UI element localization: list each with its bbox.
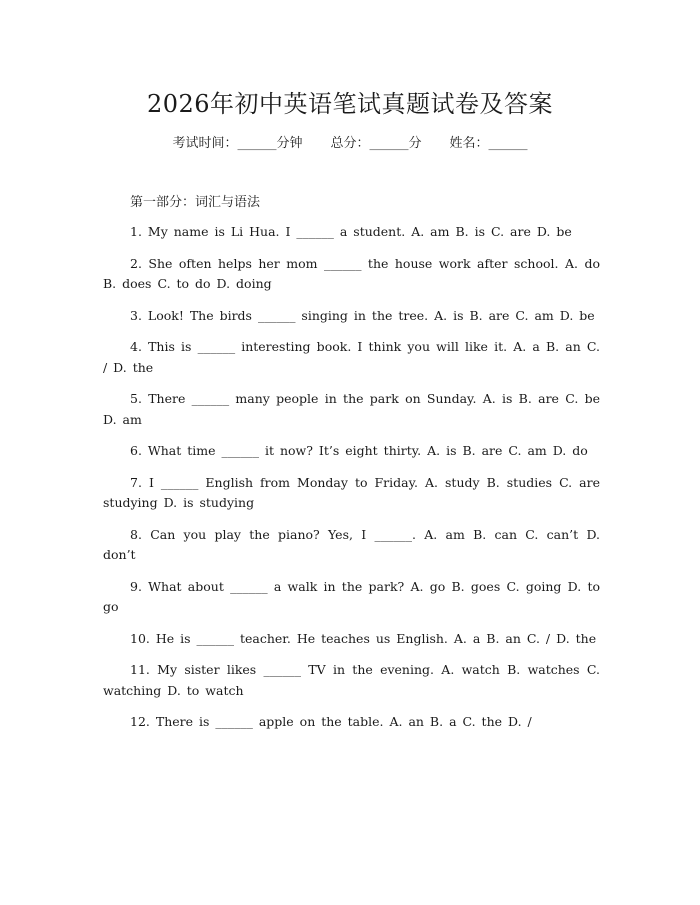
student-name-field: 姓名：______ xyxy=(449,136,528,151)
question-item: 6. What time ______ it now? It’s eight thirty. A. is B. are C. am D. do xyxy=(130,443,588,458)
question-item: 8. Can you play the piano? Yes, I ______. A. am B. can C. can’t D. don’t xyxy=(103,526,600,562)
question-item: 11. My sister likes ______ TV in the evening. A. watch B. watches C. watching D. to watch xyxy=(103,662,600,698)
question-item: 3. Look! The birds ______ singing in the tree. A. is B. are C. am D. be xyxy=(130,307,595,323)
question-item: 7. I ______ English from Monday to Friday. A. study B. studies C. are studying D. is studying xyxy=(103,474,600,510)
question-item: 1. My name is Li Hua. I ______ a student. A. am B. is C. are D. be xyxy=(130,224,572,239)
total-score-field: 总分：______分 xyxy=(330,136,422,151)
section-title: 第一部分：词汇与语法 xyxy=(130,195,261,210)
question-item: 4. This is ______ interesting book. I think you will like it. A. a B. an C. / D. the xyxy=(103,339,600,375)
question-item: 2. She often helps her mom ______ the house work after school. A. do B. does C. to do D. doing xyxy=(103,255,600,291)
exam-time-field: 考试时间：______分钟 xyxy=(172,136,303,151)
page-title: 2026年初中英语笔试真题试卷及答案 xyxy=(146,90,554,118)
question-item: 5. There ______ many people in the park on Sunday. A. is B. are C. be D. am xyxy=(103,391,600,427)
question-item: 10. He is ______ teacher. He teaches us English. A. a B. an C. / D. the xyxy=(130,630,597,646)
question-list xyxy=(103,222,600,744)
question-item: 12. There is ______ apple on the table. A. an B. a C. the D. / xyxy=(130,714,532,729)
exam-meta-row xyxy=(0,132,700,151)
question-item: 9. What about ______ a walk in the park? A. go B. goes C. going D. to go xyxy=(103,578,600,614)
